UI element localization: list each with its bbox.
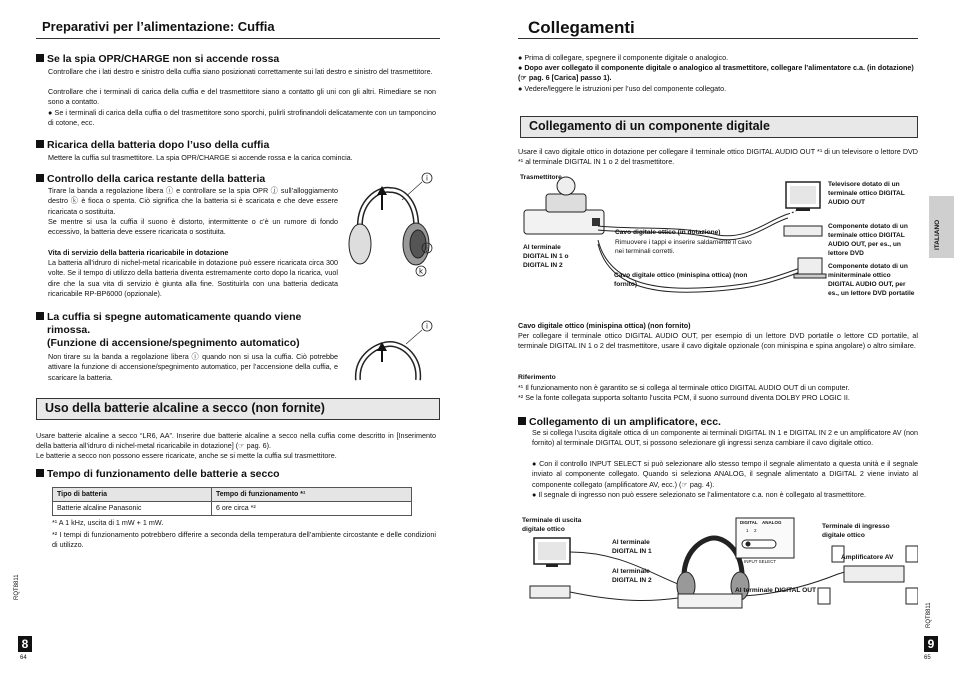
subheading: Cavo digitale ottico (minispina ottica) (non fornito) [518,321,691,330]
bullet-item: ● Vedere/leggere le istruzioni per l’uso del componente collegato. [518,84,727,93]
footnote: *¹ A 1 kHz, uscita di 1 mW + 1 mW. [52,518,164,527]
section-heading: Ricarica della batteria dopo l’uso della cuffia [36,139,269,152]
callout-label: k [418,267,424,276]
diagram-label: Al terminale DIGITAL IN 1 [612,539,652,555]
headphone-illustration [340,318,440,388]
diagram-label: Amplificatore AV [841,554,894,561]
callout-label: j [426,244,428,253]
subheading: Vita di servizio della batteria ricaricabile in dotazione [48,248,229,257]
footnote: *¹ Il funzionamento non è garantito se si collega al terminale ottico DIGITAL AUDIO OUT di un computer. [518,383,850,392]
square-bullet-icon [518,417,526,425]
section-band: Uso della batterie alcaline a secco (non fornite) [36,398,440,420]
diagram-label: Componente dotato di un terminale ottico DIGITAL AUDIO OUT, per es., un lettore DVD [828,223,908,257]
paragraph: Controllare che i terminali di carica della cuffia e del trasmettitore siano a contatto gli uni con gli altri. Rimediare se non sono a contatto. [48,87,436,107]
diagram-label: Al terminale DIGITAL IN 2 [612,568,652,584]
footnote: *² I tempi di funzionamento potrebbero differire a seconda della temperatura dell’ambiente circostante e delle condizioni di utilizzo. [52,530,436,550]
section-heading: La cuffia si spegne automaticamente quando viene rimossa. (Funzione di accensione/spegnimento automatico) [36,311,338,350]
bullet-item: ● Prima di collegare, spegnere il componente digitale o analogico. [518,53,729,62]
paragraph: La batteria all’idruro di nichel-metal ricaricabile in dotazione può essere ricaricata circa 300 volte. Se il tempo di utilizzo della batteria diventa estremamente corto dopo la ricarica, vuol dire che la sua vita di servizio è giunta alla fine. Sostituirla con una batteria dedicata ricaricabile RP-BP6000 (opzionale). [48,258,338,298]
diagram-label: Rimuovere i tappi e inserire saldamente il cavo nei terminali corretti. [615,239,752,255]
callout-label: i [426,174,428,183]
diagram-label: Televisore dotato di un terminale ottico DIGITAL AUDIO OUT [828,181,905,206]
paragraph: Per collegare il terminale ottico DIGITAL AUDIO OUT, per esempio di un lettore DVD portatile o lettore CD portatile, al terminale DIGITAL IN 1 o 2 del trasmettitore, usare il cavo digitale opzionale (con minispina e spina angolare) o altro similare. [518,331,918,351]
diagram-label: Terminale di ingresso digitale ottico [822,523,890,539]
paragraph: Tirare la banda a regolazione libera ⓘ e controllare se la spia OPR ⓙ sull’alloggiamento destro ⓚ è fioca o spenta. Ciò significa che la batteria si è scaricata e che deve essere ricaricata o sostituita. [48,186,338,216]
diagram-label: Cavo digitale ottico (minispina ottica) (non fornito) [614,272,748,288]
table-cell: 6 ore circa *² [212,502,412,516]
paragraph: Le batterie a secco non possono essere ricaricate, anche se si mette la cuffia sul trasmettitore. [36,451,337,460]
paragraph: Controllare che i lati destro e sinistro della cuffia siano posizionati correttamente sui lati destro e sinistro del trasmettitore. [48,67,433,76]
title-rule [518,38,918,39]
section-heading: Tempo di funzionamento delle batterie a secco [36,468,280,481]
language-tab [929,196,954,258]
document-code: RQT8811 [926,602,932,628]
diagram-label: Componente dotato di un miniterminale ottico DIGITAL AUDIO OUT, per es., un lettore DVD portatile [828,263,915,297]
square-bullet-icon [36,174,44,182]
paragraph: Usare batterie alcaline a secco “LR6, AA”. Inserire due batterie alcaline a secco nella cuffia come descritto in [Inserimento della batteria all’idruro di nichel-metal ricaricabile in dotazione] (☞ pag. 6). [36,431,436,451]
bullet-item: ● Il segnale di ingresso non può essere selezionato se l’alimentatore c.a. non è collegato al trasmettitore. [532,490,866,499]
language-tab-label: ITALIANO [934,219,941,250]
section-heading: Controllo della carica restante della batteria [36,173,265,186]
diagram-label: Terminale di uscita digitale ottico [522,517,582,533]
page-number-badge: 9 [924,636,938,652]
table-header-cell: Tipo di batteria [53,488,212,502]
square-bullet-icon [36,312,44,320]
square-bullet-icon [36,469,44,477]
diagram-label: Cavo digitale ottico (in dotazione) [615,229,721,236]
panel-label-input-select: INPUT SELECT [744,559,777,564]
diagram-label: Al terminale DIGITAL OUT [735,587,817,594]
left-page-title: Preparativi per l’alimentazione: Cuffia [42,19,275,34]
page-number-small: 65 [924,655,931,661]
page-number-badge: 8 [18,636,32,652]
diagram-label: Trasmettitore [520,174,562,181]
footnote: *² Se la fonte collegata supporta soltanto l’uscita PCM, il suono surround diventa DOLBY PRO LOGIC II. [518,393,850,402]
panel-label-2: 2 [754,528,757,533]
table-row [53,502,412,516]
battery-table [52,487,412,516]
page-number-small: 64 [20,655,27,661]
subheading: Riferimento [518,374,556,381]
bullet-item: ● Con il controllo INPUT SELECT si può selezionare allo stesso tempo il segnale alimentato a questa unità e il segnale inviato al componente collegato. Quando si seleziona ANALOG, il segnale alimentato a DIGITAL 2 viene inviato al componente collegato (amplificatore AV, ecc.) (☞ pag. 4). [532,459,918,489]
right-page-title: Collegamenti [528,18,635,37]
panel-label-1: 1 [746,528,749,533]
paragraph: Non tirare su la banda a regolazione libera ⓘ quando non si usa la cuffia. Ciò potrebbe attivare la funzione di accensione/spegnimento automatico, per l’accensione della cuffia, e scaricare la batteria. [48,352,338,382]
section-heading: Collegamento di un amplificatore, ecc. [518,416,721,429]
diagram-label: Al terminale DIGITAL IN 1 o DIGITAL IN 2 [523,244,569,269]
table-header-row [53,488,412,502]
headphone-illustration [340,170,440,282]
paragraph: ● Se i terminali di carica della cuffia o del trasmettitore sono sporchi, pulirli strofinandoli delicatamente con un tamponcino di cotone, ecc. [48,108,436,128]
section-band: Collegamento di un componente digitale [520,116,918,138]
square-bullet-icon [36,140,44,148]
table-header-cell: Tempo di funzionamento *¹ [212,488,412,502]
title-rule [36,38,440,39]
panel-label-digital: DIGITAL [740,520,758,525]
paragraph: Mettere la cuffia sul trasmettitore. La spia OPR/CHARGE si accende rossa e la carica comincia. [48,153,353,162]
table-cell: Batterie alcaline Panasonic [53,502,212,516]
callout-label: i [426,322,428,331]
section-heading: Se la spia OPR/CHARGE non si accende rossa [36,53,279,66]
paragraph: Usare il cavo digitale ottico in dotazione per collegare il terminale ottico DIGITAL AUDIO OUT *¹ di un televisore o lettore DVD *¹ al terminale DIGITAL IN 1 o 2 del trasmettitore. [518,147,918,167]
square-bullet-icon [36,54,44,62]
panel-label-analog: ANALOG [762,520,782,525]
bullet-item: ● Dopo aver collegato il componente digitale o analogico al trasmettitore, collegare l’alimentatore c.a. (in dotazione) (☞ pag. 6 [Carica] passo 1). [518,63,914,83]
document-code: RQT8811 [14,574,20,600]
paragraph: Se mentre si usa la cuffia il suono è distorto, intermittente o c’è un rumore di fondo eccessivo, la batteria deve essere ricaricata o sostituita. [48,217,338,237]
paragraph: Se si collega l’uscita digitale ottica di un componente ai terminali DIGITAL IN 1 e DIGITAL IN 2 e un amplificatore AV (non fornito) al terminale DIGITAL OUT, si possono selezionare gli ingressi senza cambiare il cavo digitale ottico. [532,428,918,448]
